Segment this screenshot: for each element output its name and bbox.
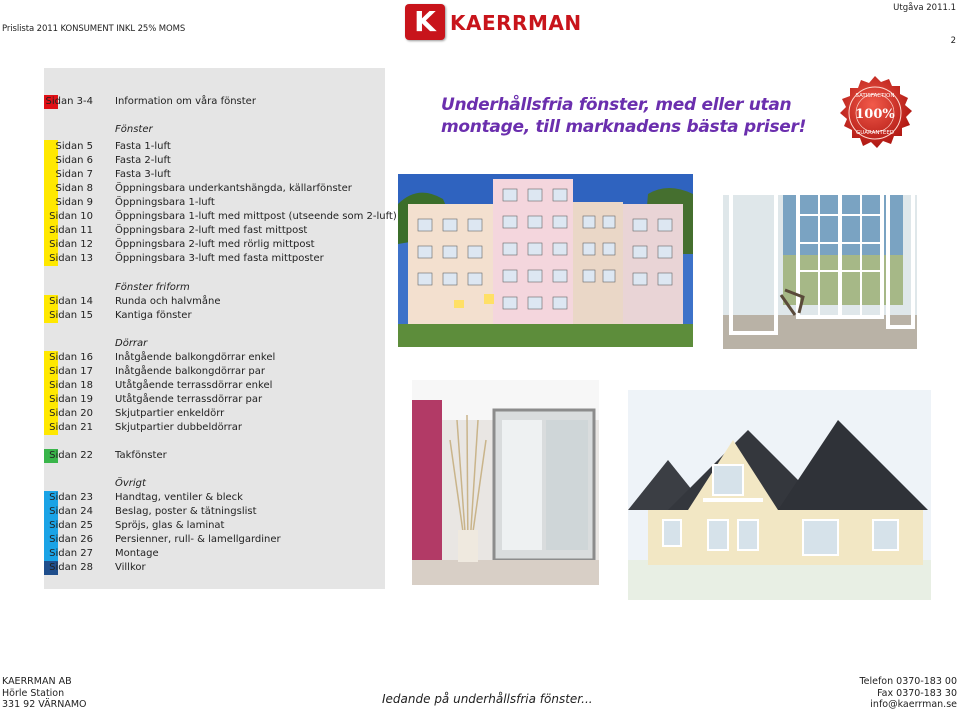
- toc-row: [44, 252, 385, 266]
- toc-page: Sidan 13: [49, 253, 93, 264]
- toc-row: [44, 547, 385, 561]
- toc-row: [44, 477, 385, 491]
- toc-title: Fasta 1-luft: [115, 141, 171, 152]
- toc-title: Öppningsbara 1-luft: [115, 197, 215, 208]
- toc-page: Sidan 6: [55, 155, 93, 166]
- svg-text:SATISFACTION: SATISFACTION: [855, 93, 895, 99]
- apartment-building-photo: [398, 174, 693, 347]
- toc-row: [44, 154, 385, 168]
- email-address: info@kaerrman.se: [870, 699, 957, 710]
- toc-row: [44, 337, 385, 351]
- toc-row: [44, 123, 385, 137]
- edition-label: Utgåva 2011.1: [893, 3, 956, 13]
- toc-section-heading: Fönster: [115, 124, 153, 135]
- company-contact: [859, 676, 957, 711]
- toc-row: [44, 393, 385, 407]
- toc-row: [44, 533, 385, 547]
- toc-page: Sidan 5: [55, 141, 93, 152]
- toc-page: Sidan 26: [49, 534, 93, 545]
- toc-section-heading: Övrigt: [115, 478, 146, 489]
- toc-row: [44, 407, 385, 421]
- toc-title: Skjutpartier enkeldörr: [115, 408, 225, 419]
- guarantee-seal-icon: [836, 74, 914, 152]
- toc-row: [44, 421, 385, 435]
- house-photo: [628, 390, 931, 600]
- glass-doors-photo: [723, 165, 917, 349]
- svg-text:GUARANTEED: GUARANTEED: [855, 130, 895, 136]
- toc-page: Sidan 22: [49, 450, 93, 461]
- toc-row: [44, 95, 385, 109]
- toc-row: [44, 379, 385, 393]
- address-street: Hörle Station: [2, 687, 65, 699]
- toc-page: Sidan 21: [49, 422, 93, 433]
- fax-number: Fax 0370-183 30: [877, 687, 957, 699]
- toc-section-heading: Fönster friform: [115, 282, 190, 293]
- page-number: 2: [950, 36, 956, 46]
- toc-row: [44, 519, 385, 533]
- toc-page: Sidan 3-4: [45, 96, 93, 107]
- kaerrman-logo: [405, 4, 582, 40]
- toc-row: [44, 365, 385, 379]
- toc-page: Sidan 17: [49, 366, 93, 377]
- toc-title: Öppningsbara 1-luft med mittpost (utseende som 2-luft): [115, 211, 397, 222]
- toc-title: Villkor: [115, 562, 146, 573]
- toc-title: Inåtgående balkongdörrar enkel: [115, 352, 276, 363]
- toc-row: [44, 351, 385, 365]
- address-city: 331 92 VÄRNAMO: [2, 699, 87, 710]
- toc-title: Information om våra fönster: [115, 96, 256, 107]
- logo-mark: K: [405, 4, 445, 40]
- toc-page: Sidan 9: [55, 197, 93, 208]
- toc-title: Fasta 2-luft: [115, 155, 171, 166]
- toc-title: Utåtgående terrassdörrar enkel: [115, 380, 273, 391]
- toc-page: Sidan 20: [49, 408, 93, 419]
- toc-row: [44, 168, 385, 182]
- price-list-label: Prislista 2011 KONSUMENT INKL 25% MOMS: [2, 24, 186, 34]
- headline-line-1: Underhållsfria fönster, med eller utan: [441, 95, 792, 115]
- toc-row: [44, 449, 385, 463]
- toc-page: Sidan 11: [49, 225, 93, 236]
- toc-row: [44, 491, 385, 505]
- toc-row: [44, 224, 385, 238]
- toc-page: Sidan 19: [49, 394, 93, 405]
- toc-row: [44, 505, 385, 519]
- table-of-contents: [44, 68, 397, 589]
- toc-title: Fasta 3-luft: [115, 169, 171, 180]
- toc-page: Sidan 14: [49, 296, 93, 307]
- toc-title: Persienner, rull- & lamellgardiner: [115, 534, 281, 545]
- toc-row: [44, 238, 385, 252]
- toc-row: [44, 196, 385, 210]
- toc-title: Öppningsbara 3-luft med fasta mittposter: [115, 253, 324, 264]
- toc-title: Skjutpartier dubbeldörrar: [115, 422, 242, 433]
- toc-row: [44, 561, 385, 575]
- toc-title: Runda och halvmåne: [115, 296, 221, 307]
- toc-page: Sidan 28: [49, 562, 93, 573]
- toc-page: Sidan 15: [49, 310, 93, 321]
- company-name: KAERRMAN AB: [2, 676, 72, 687]
- toc-title: Takfönster: [115, 450, 167, 461]
- toc-row: [44, 281, 385, 295]
- toc-section-heading: Dörrar: [115, 338, 148, 349]
- svg-text:100%: 100%: [855, 107, 895, 122]
- phone-number: Telefon 0370-183 00: [859, 676, 957, 687]
- toc-title: Montage: [115, 548, 159, 559]
- toc-title: Öppningsbara 2-luft med rörlig mittpost: [115, 239, 315, 250]
- company-address: [2, 676, 87, 711]
- toc-row: [44, 182, 385, 196]
- headline-line-2: montage, till marknadens bästa priser!: [441, 117, 807, 137]
- headline: [441, 94, 806, 138]
- toc-page: Sidan 8: [55, 183, 93, 194]
- toc-page: Sidan 10: [49, 211, 93, 222]
- toc-title: Kantiga fönster: [115, 310, 192, 321]
- toc-page: Sidan 7: [55, 169, 93, 180]
- toc-page: Sidan 27: [49, 548, 93, 559]
- toc-row: [44, 309, 385, 323]
- toc-title: Utåtgående terrassdörrar par: [115, 394, 263, 405]
- toc-row: [44, 295, 385, 309]
- toc-title: Handtag, ventiler & bleck: [115, 492, 243, 503]
- toc-page: Sidan 25: [49, 520, 93, 531]
- sliding-doors-interior-photo: [412, 380, 599, 585]
- toc-title: Beslag, poster & tätningslist: [115, 506, 257, 517]
- toc-title: Spröjs, glas & laminat: [115, 520, 225, 531]
- toc-page: Sidan 18: [49, 380, 93, 391]
- continued-tagline: Iedande på underhållsfria fönster...: [382, 692, 593, 706]
- toc-title: Öppningsbara underkantshängda, källarfönster: [115, 183, 352, 194]
- toc-row: [44, 210, 397, 224]
- toc-page: Sidan 24: [49, 506, 93, 517]
- toc-page: Sidan 16: [49, 352, 93, 363]
- toc-page: Sidan 23: [49, 492, 93, 503]
- logo-wordmark: KAERRMAN: [450, 11, 582, 35]
- toc-row: [44, 140, 385, 154]
- toc-title: Inåtgående balkongdörrar par: [115, 366, 265, 377]
- toc-title: Öppningsbara 2-luft med fast mittpost: [115, 225, 308, 236]
- toc-page: Sidan 12: [49, 239, 93, 250]
